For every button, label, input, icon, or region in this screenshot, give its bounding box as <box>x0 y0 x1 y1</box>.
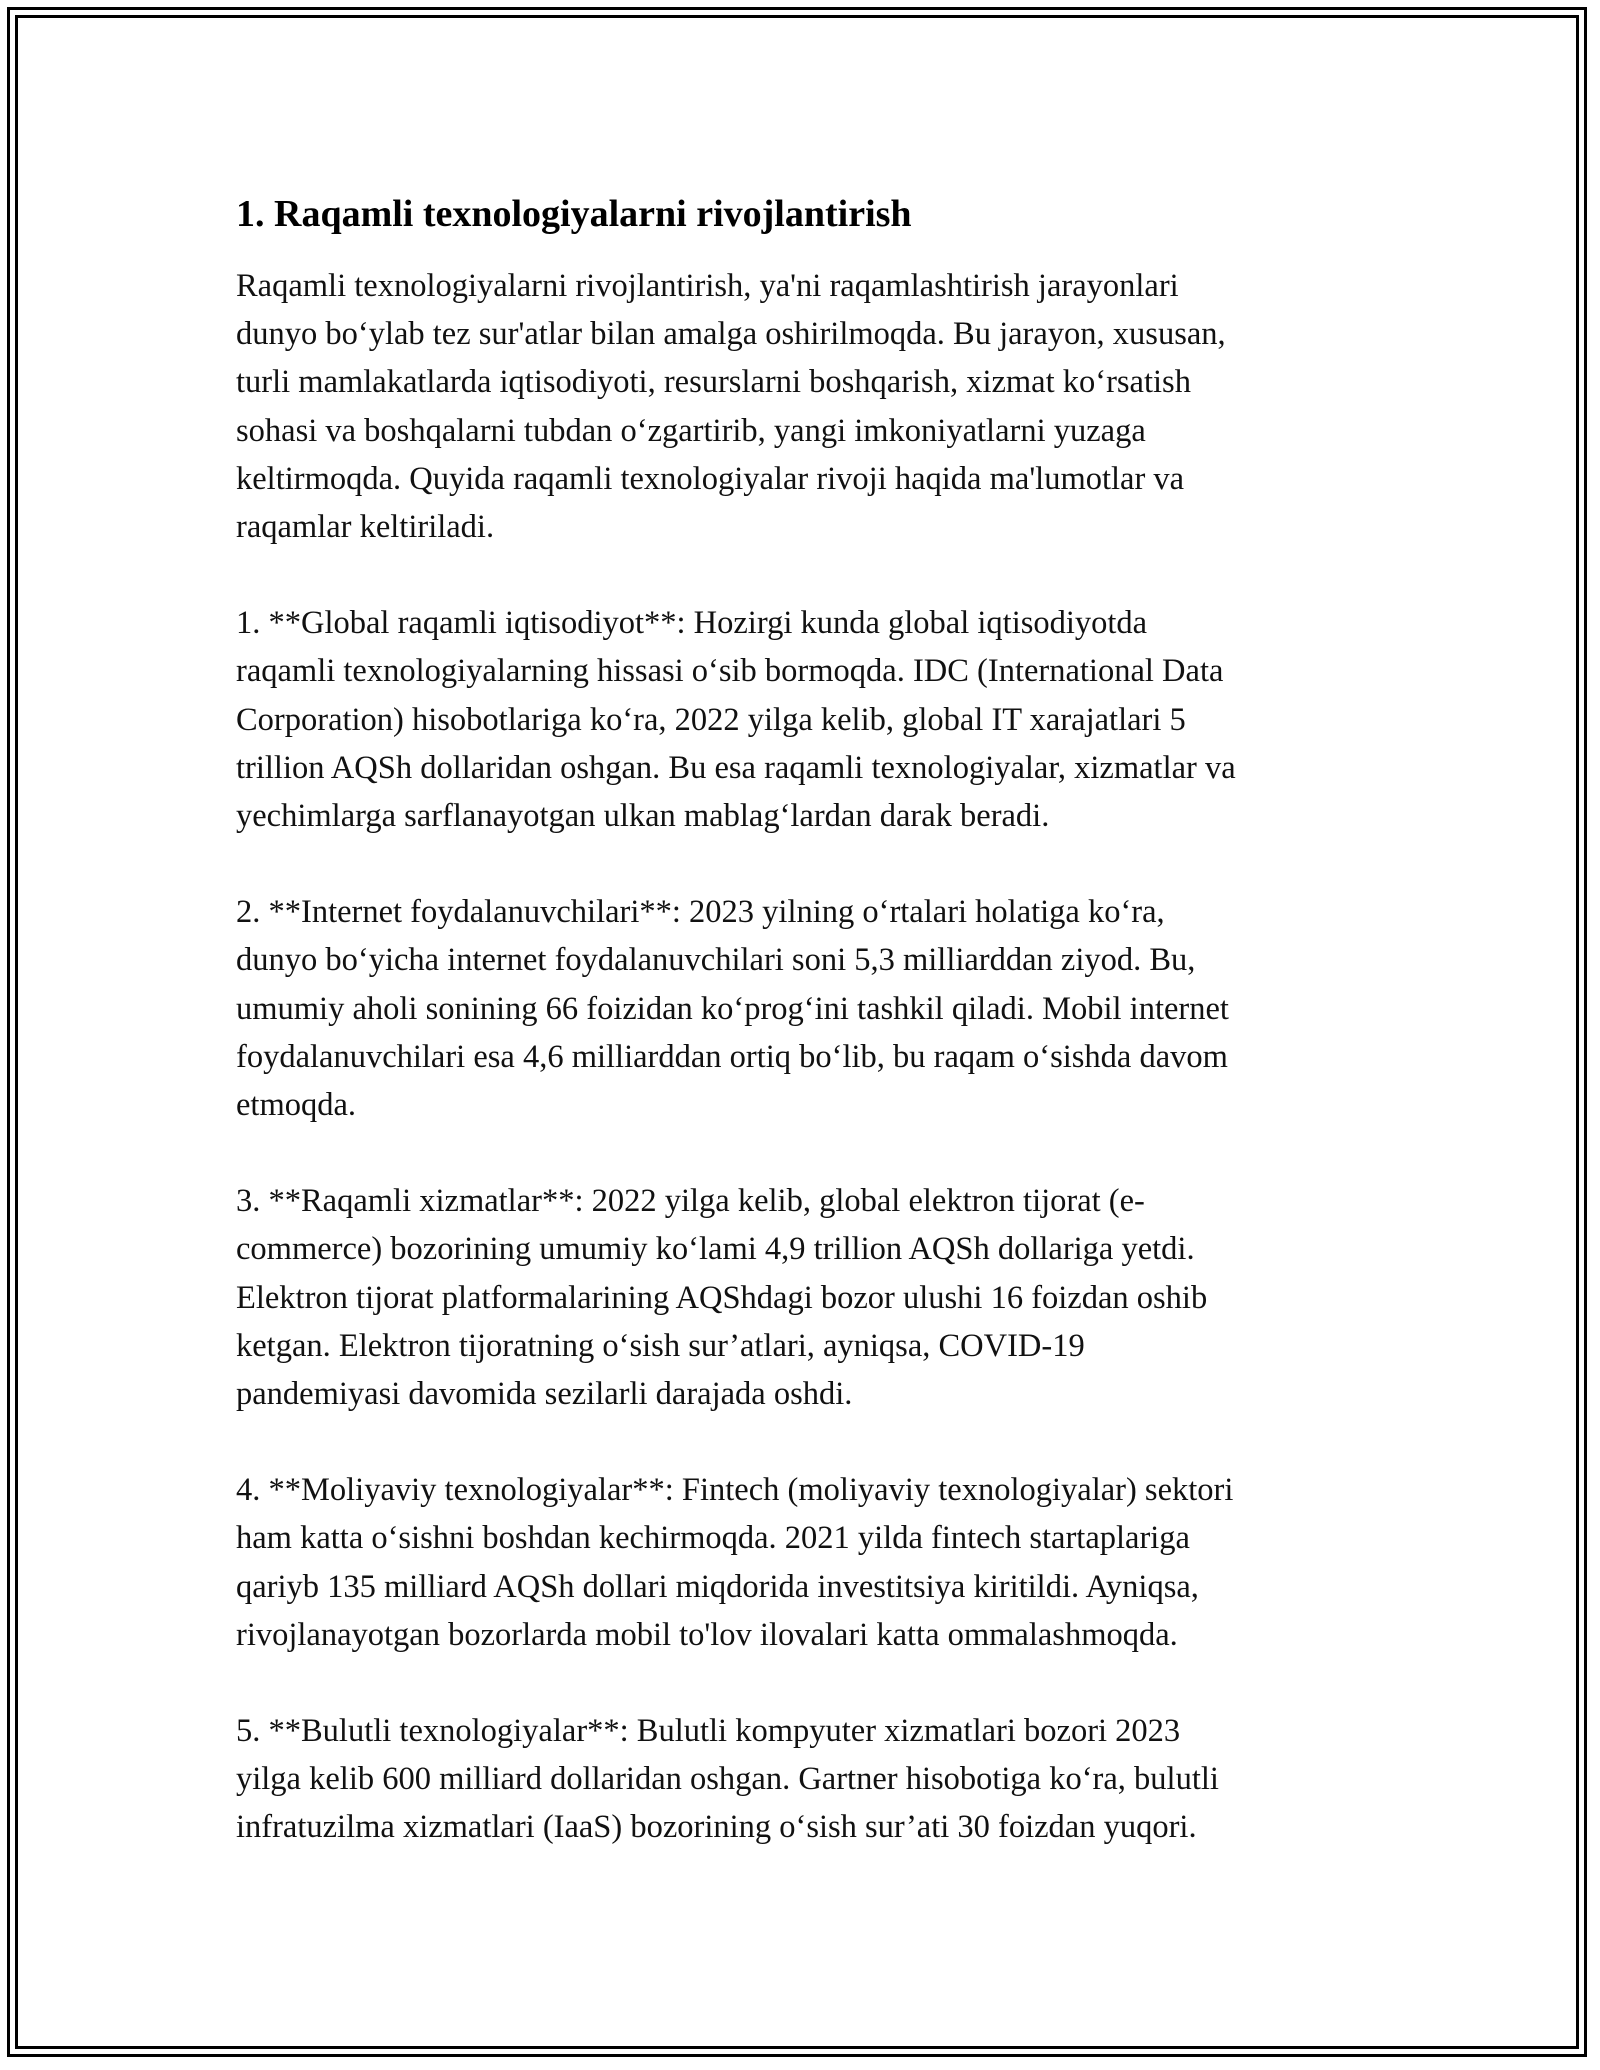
paragraph-global-digital-economy: 1. **Global raqamli iqtisodiyot**: Hozirgi kunda global iqtisodiyotda raqamli texnologiyalarning hissasi o‘sib bormoqda. IDC (International Data Corporation) hisobotlariga ko‘ra, 2022 yilga kelib, global IT xarajatlari 5 trillion AQSh dollaridan oshgan. Bu esa raqamli texnologiyalar, xizmatlar va yechimlarga sarflanayotgan ulkan mablag‘lardan darak beradi. <box>236 605 1236 835</box>
section-heading: 1. Raqamli texnologiyalarni rivojlantirish <box>236 193 912 235</box>
paragraph-cloud-technologies: 5. **Bulutli texnologiyalar**: Bulutli kompyuter xizmatlari bozori 2023 yilga kelib 600 milliard dollaridan oshgan. Gartner hisobotiga ko‘ra, bulutli infratuzilma xizmatlari (IaaS) bozorining o‘sish sur’ati 30 foizdan yuqori. <box>236 1713 1219 1846</box>
document-body <box>236 186 1376 1900</box>
intro-paragraph: Raqamli texnologiyalarni rivojlantirish, ya'ni raqamlashtirish jarayonlari dunyo bo‘ylab tez sur'atlar bilan amalga oshirilmoqda. Bu jarayon, xususan, turli mamlakatlarda iqtisodiyoti, resurslarni boshqarish, xizmat ko‘rsatish sohasi va boshqalarni tubdan o‘zgartirib, yangi imkoniyatlarni yuzaga keltirmoqda. Quyida raqamli texnologiyalar rivoji haqida ma'lumotlar va raqamlar keltiriladi. <box>236 268 1226 546</box>
paragraph-digital-services: 3. **Raqamli xizmatlar**: 2022 yilga kelib, global elektron tijorat (e- commerce) bozorining umumiy ko‘lami 4,9 trillion AQSh dollariga yetdi. Elektron tijorat platformalarining AQShdagi bozor ulushi 16 foizdan oshib ketgan. Elektron tijoratning o‘sish sur’atlari, ayniqsa, COVID-19 pandemiyasi davomida sezilarli darajada oshdi. <box>236 1183 1208 1413</box>
paragraph-internet-users: 2. **Internet foydalanuvchilari**: 2023 yilning o‘rtalari holatiga ko‘ra, dunyo bo‘yicha internet foydalanuvchilari soni 5,3 milliarddan ziyod. Bu, umumiy aholi sonining 66 foizidan ko‘prog‘ini tashkil qiladi. Mobil internet foydalanuvchilari esa 4,6 milliarddan ortiq bo‘lib, bu raqam o‘sishda davom etmoqda. <box>236 894 1229 1124</box>
paragraph-fintech: 4. **Moliyaviy texnologiyalar**: Fintech (moliyaviy texnologiyalar) sektori ham katta o‘sishni boshdan kechirmoqda. 2021 yilda fintech startaplariga qariyb 135 milliard AQSh dollari miqdorida investitsiya kiritildi. Ayniqsa, rivojlanayotgan bozorlarda mobil to'lov ilovalari katta ommalashmoqda. <box>236 1472 1234 1653</box>
